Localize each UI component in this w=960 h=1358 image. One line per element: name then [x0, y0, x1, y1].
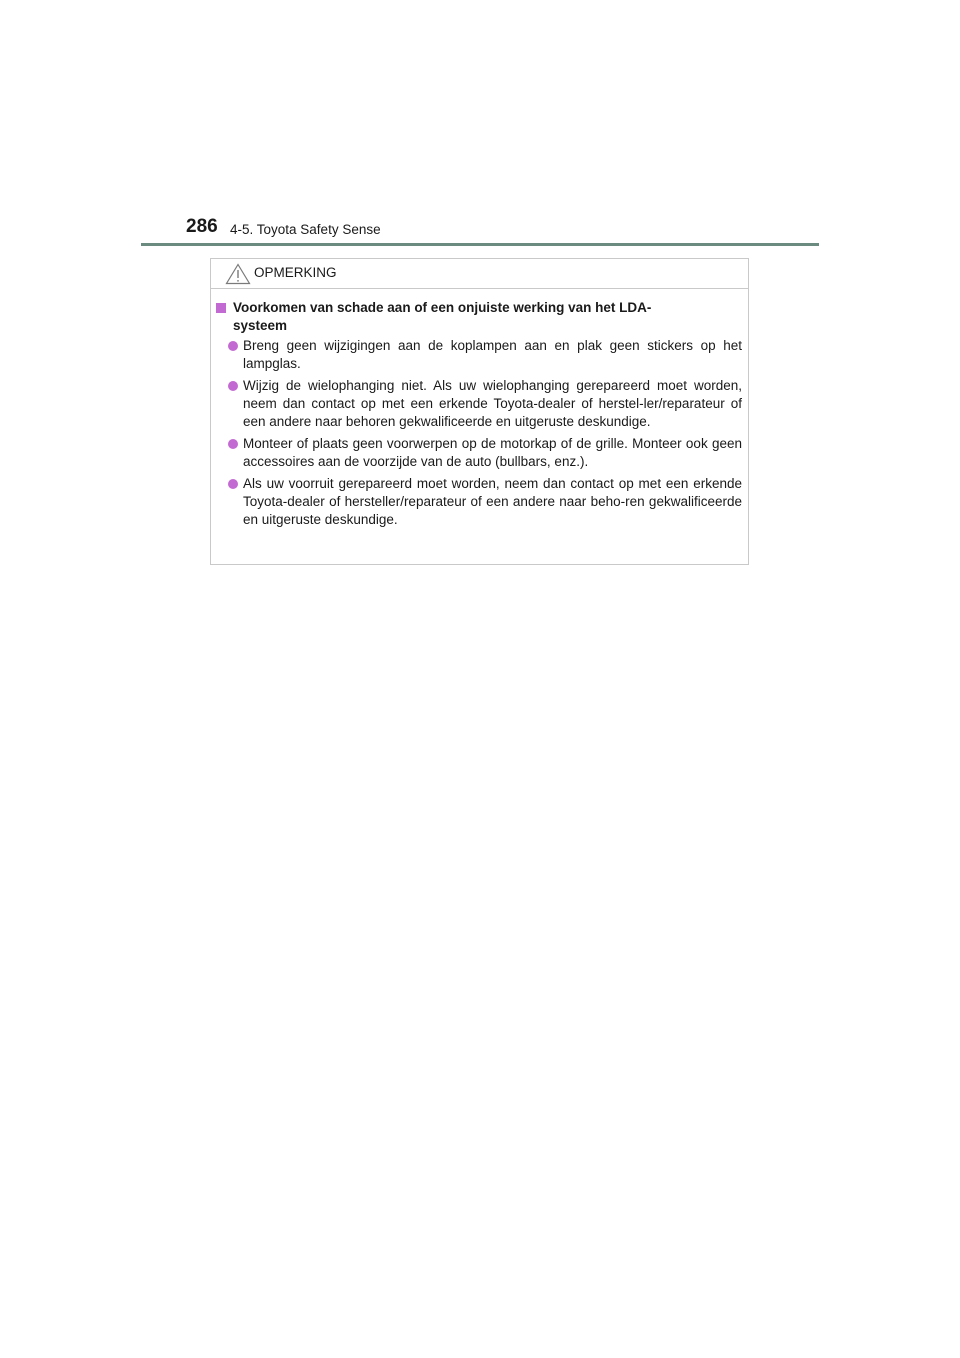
- notice-list: [211, 337, 748, 529]
- circle-bullet-icon: [228, 381, 238, 391]
- page-number: 286: [186, 216, 218, 237]
- notice-header: [211, 259, 748, 289]
- circle-bullet-icon: [228, 341, 238, 351]
- notice-label: OPMERKING: [254, 265, 337, 280]
- warning-triangle-icon: [225, 263, 251, 285]
- square-bullet-icon: [216, 303, 226, 313]
- notice-box: [210, 258, 749, 565]
- list-item: [211, 475, 748, 529]
- notice-body: [211, 299, 748, 533]
- list-item-text: Als uw voorruit gerepareerd moet worden, neem dan contact op met een erkende Toyota-dealer of hersteller/reparateur of een andere naar beho-ren gekwalificeerde en uitgeruste deskundige.: [243, 476, 742, 527]
- notice-subheading-text: Voorkomen van schade aan of een onjuiste werking van het LDA-systeem: [233, 300, 652, 333]
- circle-bullet-icon: [228, 439, 238, 449]
- notice-subheading: [211, 299, 653, 335]
- section-title: 4-5. Toyota Safety Sense: [230, 222, 381, 237]
- header-rule: [141, 243, 819, 246]
- list-item: [211, 435, 748, 471]
- list-item-text: Breng geen wijzigingen aan de koplampen aan en plak geen stickers op het lampglas.: [243, 338, 742, 371]
- list-item-text: Wijzig de wielophanging niet. Als uw wielophanging gerepareerd moet worden, neem dan contact op met een erkende Toyota-dealer of herstel-ler/reparateur of een andere naar behoren gekwalificeerde en uitgeruste deskundige.: [243, 378, 742, 429]
- list-item-text: Monteer of plaats geen voorwerpen op de motorkap of de grille. Monteer ook geen accessoires aan de voorzijde van de auto (bullbars, enz.).: [243, 436, 742, 469]
- list-item: [211, 337, 748, 373]
- list-item: [211, 377, 748, 431]
- circle-bullet-icon: [228, 479, 238, 489]
